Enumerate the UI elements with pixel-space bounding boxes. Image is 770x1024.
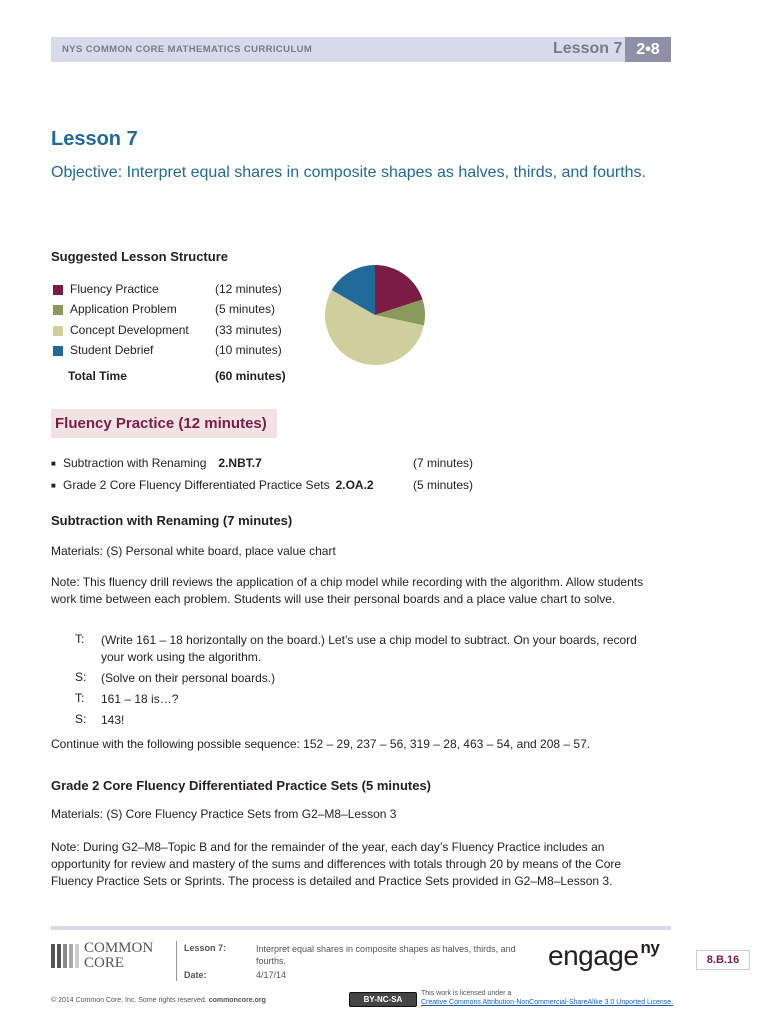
header-lesson: Lesson 7 (553, 40, 623, 57)
subtraction-continue: Continue with the following possible sequence: 152 – 29, 237 – 56, 319 – 28, 463 – 54, and 208 – 57. (51, 737, 591, 751)
engageny-logo (548, 938, 659, 972)
subtraction-note: Note: This fluency drill reviews the application of a chip model while recording with the algorithm. Allow students work time between each problem. Students will use their personal boards and a place value chart to solve. (51, 575, 644, 606)
fluency-bullet-standard: 2.NBT.7 (218, 456, 262, 470)
copyright (51, 997, 266, 1004)
legend-swatch (53, 346, 63, 356)
logo-text-line1: COMMON (84, 940, 154, 956)
structure-item-label: Concept Development (70, 323, 189, 337)
structure-item-label: Fluency Practice (70, 282, 159, 296)
lesson-title: Lesson 7 (51, 128, 138, 150)
structure-item-minutes: (33 minutes) (215, 323, 282, 337)
structure-item-minutes: (5 minutes) (215, 302, 276, 316)
fluency-bullet-standard: 2.OA.2 (335, 478, 374, 492)
common-core-logo (51, 941, 166, 971)
footer-rule (51, 926, 671, 930)
fluency-bullet-name: Subtraction with Renaming (63, 456, 207, 470)
dialogue-speaker: S: (75, 712, 87, 726)
legend-swatch (53, 285, 63, 295)
ny-text: ny (640, 938, 660, 957)
dialogue-text: 143! (101, 713, 125, 727)
common-core-logo-icon (51, 942, 81, 970)
footer-divider (176, 941, 177, 981)
dialogue-text: (Solve on their personal boards.) (101, 671, 276, 685)
footer-lesson-value: Interpret equal shares in composite shapes as halves, thirds, and fourths. (256, 944, 516, 966)
structure-item-minutes: (10 minutes) (215, 343, 282, 357)
dialogue-speaker: T: (75, 691, 85, 705)
objective: Objective: Interpret equal shares in composite shapes as halves, thirds, and fourths. (51, 164, 646, 181)
bullet-icon: ■ (51, 459, 56, 468)
dialogue-speaker: T: (75, 632, 85, 646)
module-badge: 2•8 (625, 37, 671, 62)
fluency-practice-title: Fluency Practice (12 minutes) (55, 415, 267, 432)
grade2-materials: Materials: (S) Core Fluency Practice Sets from G2–M8–Lesson 3 (51, 807, 397, 821)
creative-commons-badge: BY-NC-SA (349, 992, 417, 1007)
structure-title: Suggested Lesson Structure (51, 249, 228, 264)
fluency-bullet-minutes: (5 minutes) (413, 478, 474, 492)
structure-item-label: Student Debrief (70, 343, 154, 357)
dialogue-speaker: S: (75, 670, 87, 684)
bullet-icon: ■ (51, 481, 56, 490)
structure-item (53, 302, 303, 322)
total-time-label: Total Time (68, 369, 127, 383)
footer-date-label: Date: (184, 970, 207, 980)
page-code: 8.B.16 (696, 950, 750, 970)
structure-item-minutes: (12 minutes) (215, 282, 282, 296)
grade2-title: Grade 2 Core Fluency Differentiated Practice Sets (5 minutes) (51, 778, 432, 793)
curriculum-title: NYS COMMON CORE MATHEMATICS CURRICULUM (62, 44, 313, 55)
subtraction-materials: Materials: (S) Personal white board, place value chart (51, 544, 336, 558)
copyright-text: © 2014 Common Core, Inc. Some rights reserved. (51, 997, 207, 1004)
structure-item (53, 323, 303, 343)
legend-swatch (53, 305, 63, 315)
fluency-bullet (51, 478, 531, 496)
structure-item (53, 282, 303, 302)
total-time-minutes: (60 minutes) (215, 369, 286, 383)
structure-item (53, 343, 303, 363)
legend-swatch (53, 326, 63, 336)
engage-text: engage (548, 940, 639, 971)
lesson-structure-pie-chart (322, 262, 428, 368)
footer-date-value: 4/17/14 (256, 970, 287, 980)
license-text: This work is licensed under a (421, 990, 512, 997)
license-link[interactable]: Creative Commons Attribution-NonCommercial-ShareAlike 3.0 Unported License. (421, 999, 674, 1006)
fluency-bullet-minutes: (7 minutes) (413, 456, 474, 470)
subtraction-title: Subtraction with Renaming (7 minutes) (51, 513, 293, 528)
grade2-note: Note: During G2–M8–Topic B and for the remainder of the year, each day’s Fluency Practice includes an opportunity for review and mastery of the sums and differences with totals through 20 by means of the Core Fluency Practice Sets or Sprints. The process is detailed and Practice Sets provided in G2–M8–Lesson 3. (51, 840, 622, 888)
fluency-bullet (51, 456, 531, 474)
copyright-site: commoncore.org (208, 997, 266, 1004)
fluency-bullet-name: Grade 2 Core Fluency Differentiated Practice Sets (63, 478, 330, 492)
logo-text-line2: CORE (84, 955, 125, 971)
footer-lesson-label: Lesson 7: (184, 943, 227, 953)
dialogue-text: 161 – 18 is…? (101, 692, 179, 706)
structure-item-label: Application Problem (70, 302, 177, 316)
dialogue-text: (Write 161 – 18 horizontally on the board.) Let’s use a chip model to subtract. On your boards, record your work using the algorithm. (101, 633, 637, 664)
